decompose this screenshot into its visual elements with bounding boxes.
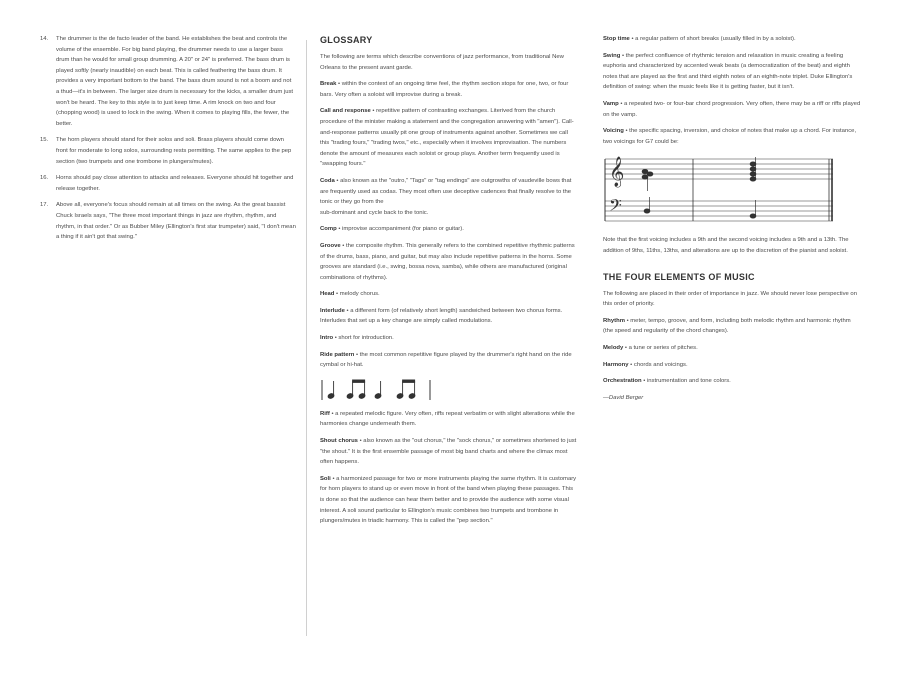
item-text: Above all, everyone's focus should remain at all times on the swing. As the great bassist Chuck Israels says, "The three most important things in jazz are rhythm, rhythm, and rhythm, in that order." Or as Bubber Miley (Ellington's first star trumpeter) said, "I don't mean a thing if it ain't got that swing." bbox=[56, 202, 296, 241]
entry-definition: • short for introduction. bbox=[333, 335, 394, 342]
glossary-entry-intro bbox=[320, 333, 578, 344]
entry-term: Call and response bbox=[320, 108, 371, 115]
item-number: 15. bbox=[40, 137, 49, 144]
item-text: The drummer is the de facto leader of the band. He establishes the beat and controls the volume of the ensemble. For big band playing, the drummer needs to use a larger bass drum than he would for small group drumming. A 20" or 24" is preferred. The bass drum is played softly (nearly inaudible) on each beat. This is called feathering the bass drum. It provides a very important bottom to the band. The bass drum sound is not a boom and not a thud—it's in between. The larger size drum is necessary for the kicks, a smaller drum just won't be heard. The key to this style is to just keep time. A rim knock on two and four (chopping wood) is used to lock in the swing. When it comes to playing fills, the fewer, the better. bbox=[56, 36, 294, 127]
voicing-grand-staff-notation bbox=[603, 153, 835, 229]
glossary-entry-coda bbox=[320, 176, 578, 208]
entry-term: Stop time bbox=[603, 36, 630, 42]
left-column bbox=[40, 34, 296, 249]
entry-definition: • a regular pattern of short breaks (usually filled in by a soloist). bbox=[629, 36, 796, 42]
glossary-entry-interlude bbox=[320, 306, 578, 327]
column-divider-left bbox=[306, 40, 307, 636]
entry-definition: • a different form (of relatively short length) sandwiched between two chorus forms. Interludes that set up a key change are simply called modulations. bbox=[320, 307, 563, 325]
list-item bbox=[40, 173, 296, 194]
entry-term: Break bbox=[320, 81, 337, 88]
entry-term: Head bbox=[320, 291, 335, 298]
right-column bbox=[603, 34, 861, 409]
entry-term: Melody bbox=[603, 344, 624, 351]
entry-term: Coda bbox=[320, 177, 335, 184]
list-item bbox=[40, 34, 296, 129]
element-orchestration bbox=[603, 376, 861, 387]
glossary-entry-riff bbox=[320, 409, 578, 430]
entry-definition: • also known as the "outro," "Tags" or "tag endings" are outgrowths of vaudeville bows that are frequently used as codas. They most often use deceptive cadences that finally resolve to the tonic or they go from the bbox=[320, 177, 572, 206]
entry-term: Vamp bbox=[603, 100, 619, 107]
glossary-column bbox=[320, 34, 578, 533]
entry-term: Voicing bbox=[603, 128, 624, 135]
entry-definition: • also known as the "out chorus," the "sock chorus," or sometimes shortened to just "the shout." It is the first ensemble passage of most big band charts and where the climax most often happens. bbox=[320, 438, 577, 466]
item-number: 17. bbox=[40, 202, 49, 209]
entry-definition: • a repeated melodic figure. Very often, riffs repeat verbatim or with slight alterations while the harmonies change underneath them. bbox=[320, 410, 575, 428]
glossary-entry-comp bbox=[320, 224, 578, 235]
entry-definition: • repetitive pattern of contrasting exchanges. Literived from the church procedure of the minister making a statement and the congregation answering with "amen"). Call-and-response patterns usually pit one group of instruments against another. Sometimes we call this "trading fours," "trading twos," etc., especially when it involves improvisation. The numbers denote the amount of measures each soloist or group plays. Another term frequently used is "swapping fours." bbox=[320, 108, 574, 168]
entry-definition: • the specific spacing, inversion, and choice of notes that make up a chord. For instance, two voicings for G7 could be: bbox=[603, 128, 857, 145]
four-elements-intro: The following are placed in their order of importance in jazz. We should never lose perspective on this order of priority. bbox=[603, 290, 857, 308]
entry-definition: • the composite rhythm. This generally refers to the combined repetitive rhythmic patterns of the drums, bass, piano, and guitar, but may also include repetitive patterns in the horns. Some grooves are standard (i.e., swing, bossa nova, samba), while others are manufactured (original combinations of rhythms). bbox=[320, 242, 575, 281]
entry-term: Comp bbox=[320, 226, 337, 233]
element-rhythm bbox=[603, 316, 861, 337]
entry-term: Intro bbox=[320, 335, 334, 342]
four-elements-heading: THE FOUR ELEMENTS OF MUSIC bbox=[603, 271, 755, 282]
entry-definition: • a tune or series of pitches. bbox=[623, 344, 698, 351]
glossary-entry-break bbox=[320, 79, 578, 100]
glossary-intro: The following are terms which describe conventions of jazz performance, from traditional New Orleans to the present avant garde. bbox=[320, 54, 564, 71]
entry-definition: • a harmonized passage for two or more instruments playing the same rhythm. It is customary for horn players to stand up or even move in front of the band when playing these passages. This is done so that the audience can hear them better and to provide the audience with some visual interest. A soli sound particular to Ellington's music combines two trumpets and trombone in plungers/mutes in triadic harmony. This is called the "pep section." bbox=[320, 475, 577, 525]
glossary-heading: GLOSSARY bbox=[320, 35, 373, 45]
coda-continuation: sub-dominant and cycle back to the tonic. bbox=[320, 209, 429, 216]
entry-definition: • the most common repetitive figure played by the drummer's right hand on the ride cymbal or hi-hat. bbox=[320, 351, 572, 369]
entry-definition: • melody chorus. bbox=[334, 291, 380, 298]
glossary-entry-swing bbox=[603, 51, 861, 93]
glossary-entry-head bbox=[320, 289, 578, 300]
entry-definition: • the perfect confluence of rhythmic tension and relaxation in music creating a feeling euphoria and characterized by accented weak beats (a democratization of the beat) and eighth notes that are played as the first and third eighth notes of an eighth-note triplet. Duke Ellington's definition of swing: when the music feels like it is getting faster, but it isn't. bbox=[603, 52, 853, 91]
glossary-entry-voicing bbox=[603, 126, 861, 147]
voicing-note: Note that the first voicing includes a 9th and the second voicing includes a 9th and a 13th. The addition of 9ths, 11ths, 13ths, and alterations are up to the discretion of the pianist and soloist. bbox=[603, 237, 849, 254]
entry-term: Orchestration bbox=[603, 378, 642, 385]
glossary-entry-ride-pattern bbox=[320, 350, 578, 371]
ride-pattern-rhythm-notation bbox=[320, 377, 450, 403]
entry-term: Ride pattern bbox=[320, 351, 355, 358]
entry-definition: • instrumentation and tone colors. bbox=[641, 378, 731, 385]
bass-clef-icon: 𝄢 bbox=[609, 195, 622, 220]
glossary-entry-stop-time bbox=[603, 34, 861, 45]
list-item bbox=[40, 200, 296, 242]
glossary-entry-soli bbox=[320, 474, 578, 527]
entry-term: Groove bbox=[320, 242, 341, 249]
entry-term: Harmony bbox=[603, 361, 629, 368]
item-text: Horns should pay close attention to attacks and releases. Everyone should hit together and release together. bbox=[56, 175, 294, 192]
list-item bbox=[40, 135, 296, 167]
item-text: The horn players should stand for their solos and soli. Brass players should come down front for moderate to long solos, surrounding rests permitting. The same applies to the pep section (two trumpets and one trombone in plungers/mutes). bbox=[56, 137, 292, 165]
entry-definition: • meter, tempo, groove, and form, including both melodic rhythm and harmonic rhythm (the speed and regularity of the chord changes). bbox=[603, 317, 851, 335]
element-harmony bbox=[603, 360, 861, 371]
entry-term: Shout chorus bbox=[320, 438, 358, 445]
glossary-entry-groove bbox=[320, 241, 578, 283]
treble-clef-icon: 𝄞 bbox=[609, 157, 625, 188]
entry-definition: • within the context of an ongoing time feel, the rhythm section stops for one, two, or four bars. Very often a soloist will improvise during a break. bbox=[320, 81, 569, 98]
glossary-entry-shout-chorus bbox=[320, 436, 578, 468]
entry-term: Soli bbox=[320, 475, 331, 482]
item-number: 14. bbox=[40, 36, 49, 42]
entry-term: Interlude bbox=[320, 307, 345, 314]
glossary-entry-vamp bbox=[603, 99, 861, 120]
glossary-entry-call-and-response bbox=[320, 106, 578, 170]
entry-definition: • improvise accompaniment (for piano or guitar). bbox=[336, 226, 464, 233]
entry-term: Swing bbox=[603, 52, 621, 59]
entry-term: Rhythm bbox=[603, 317, 625, 324]
entry-term: Riff bbox=[320, 410, 330, 417]
author-credit: —David Berger bbox=[603, 394, 644, 401]
entry-definition: • a repeated two- or four-bar chord progression. Very often, there may be a riff or riffs played on the vamp. bbox=[603, 100, 861, 118]
item-number: 16. bbox=[40, 175, 49, 182]
element-melody bbox=[603, 343, 861, 354]
entry-definition: • chords and voicings. bbox=[628, 361, 688, 368]
